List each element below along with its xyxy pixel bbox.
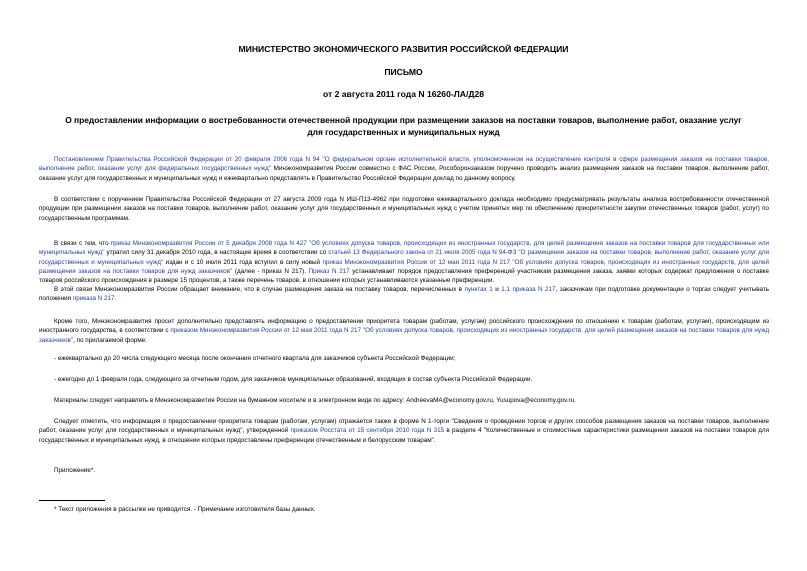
link-law-94fz-article-13[interactable]: статьей 13 Федерального закона от 21 июля 2005 года N 94-ФЗ "О размещении заказов на поставки товаров, выполнение работ, оказание услуг для государственных и муниципальных нужд" [39,249,769,266]
document-title-line-2: для государственных и муниципальных нужд [307,127,500,137]
document-date-number: от 2 августа 2011 года N 16260-ЛА/Д28 [322,89,485,99]
link-points-1[interactable]: пунктах 1 [464,286,493,293]
document-title [40,114,767,138]
link-resolution-94[interactable]: Постановлением Правительства Российской Федерации от 20 февраля 2006 года N 94 "О федеральном органе исполнительной власти, уполномоченном на осуществление контроля в сфере размещения заказов на поставки товаров, выполнение работ, оказание услуг для федеральных государственных нужд" [39,156,769,173]
paragraph-1-text: Минэкономразвития России совместно с ФАС России, Рособоронзаказом поручено проводить анализ размещения заказов на поставки товаров, выполнение работ, оказание услуг для государственных и муниципальных нужд и ежеквартально представлять в Правительство Российской Федерации доклад по данному вопросу. [39,165,769,182]
paragraph-3-text-b: утратил силу 31 декабря 2010 года, в настоящее время в соответствии со [104,249,329,257]
paragraph-10 [39,466,769,475]
paragraph-5-text-b: , по прилагаемой форме: [73,336,147,344]
document-type: ПИСЬМО [384,67,423,77]
paragraph-3-text-a: В связи с тем, что [54,240,111,247]
paragraph-8 [39,396,769,405]
link-order-217-short[interactable]: Приказ N 217 [308,267,350,275]
paragraph-5 [39,317,769,345]
paragraph-8-text: Материалы следует направлять в Минэкономразвития России на бумажном носителе и в электронном виде по адресу: AndreevaMA@economy.gov.ru, Yusupova@economy.gov.ru. [54,397,576,404]
link-order-217[interactable]: приказ Минэкономразвития России от 12 мая 2011 года N 217 "Об условиях допуска товаров, происходящих из иностранных государств, для целей размещения заказов на поставки товаров для нужд заказчиков" [39,258,769,275]
paragraph-4-text-a: В этой связи Минэкономразвития России обращает внимание, что в случае размещения заказа на поставку товаров, перечисленных в [54,286,465,293]
appendix-label: Приложение*. [54,467,96,474]
paragraph-4-text-e: . [114,295,117,303]
paragraph-4-text-d: , заказчикам при подготовке документации о торгах следует учитывать положения [39,286,770,303]
paragraph-9-text-b: в разделе 4 "Количественные и стоимостные характеристики размещения заказов на поставки товаров для государственных и муниципальных нужд, в отношении которых предоставлены преференции отечественным и белорусским товарам". [39,427,769,444]
paragraph-7 [39,375,769,384]
paragraph-4-text-b: и [492,286,502,293]
link-order-427[interactable]: приказ Минэкономразвития России от 5 декабря 2008 года N 427 "Об условиях допуска товаров, происходящих из иностранных государств, для целей размещения заказов на поставки товаров для государственных или муниципальных нужд" [39,240,770,257]
ministry-header: МИНИСТЕРСТВО ЭКОНОМИЧЕСКОГО РАЗВИТИЯ РОССИЙСКОЙ ФЕДЕРАЦИИ [238,44,569,54]
link-order-217-b[interactable]: приказа N 217 [72,295,115,303]
link-point-1-1[interactable]: 1.1 [501,286,510,293]
paragraph-3-text-c: издан и с 10 июля 2011 года вступил в силу новый [163,258,323,266]
paragraph-9 [39,417,769,445]
list-item-quarterly: - ежеквартально до 20 числа следующего месяца после окончания отчетного квартала для заказчиков субъекта Российской Федерации; [54,355,456,362]
list-item-annual: - ежегодно до 1 февраля года, следующего за отчетным годом, для заказчиков муниципальных образований, входящих в состав субъекта Российской Федерации. [54,376,533,383]
link-rosstat-order-315[interactable]: приказом Росстата от 15 сентября 2010 года N 315 [290,427,445,435]
paragraph-1 [39,155,769,183]
document-title-line-1: О предоставлении информации о востребованности отечественной продукции при размещении заказов на поставки товаров, выполнение работ, оказание услуг [65,115,742,125]
paragraph-2-text: В соответствии с поручением Правительства Российской Федерации от 27 августа 2009 года N ИШ-П13-4962 при подготовке ежеквартального доклада необходимо предусматривать результаты анализа востребованности отечественной продукции при размещении заказов на поставки товаров, выполнение работ, оказание услуг для государственных и муниципальных нужд с учетом принятых мер по обеспечению приоритетности закупки отечественных товаров (работ, услуг) по государственным программам. [39,196,769,222]
link-order-217-full[interactable]: приказом Минэкономразвития России от 12 мая 2011 года N 217 "Об условиях допуска товаров, происходящих из иностранных государств, для целей размещения заказов на поставки товаров для нужд заказчиков" [39,327,769,344]
paragraph-6 [39,354,769,363]
paragraph-3-text-d: (далее - приказ N 217). [232,267,309,275]
footnote-divider [39,500,105,501]
paragraph-5-text-a: Кроме того, Минэкономразвития просит дополнительно представлять информацию о предоставлении приоритета товарам (работам, услугам) российского происхождения по отношению к товарам (работам, услугам), происходящим из иностранного государства, в соответствии с [39,318,769,335]
paragraph-4 [39,285,769,304]
footnote: * Текст приложения в рассылке не приводится. - Примечание изготовителя базы данных. [54,506,316,513]
link-order-217-a[interactable]: приказа N 217 [512,286,556,293]
paragraph-3 [39,239,769,285]
paragraph-3-text-e: устанавливает порядок предоставления преференций участникам размещения заказа, заявки которых содержат предложения о поставке товаров российского происхождения в размере 15 процентов, а также перечень товаров, в отношении которых устанавливаются указанные преференции. [39,267,769,285]
paragraph-9-text-a: Следует отметить, что информация о предоставлении приоритета товарам (работам, услугам) отражается также в форме N 1-торги "Сведения о проведении торгов и других способов размещения заказов на поставки товаров, выполнение работ, оказание услуг для государственных и муниципальных нужд", утвержденной [39,418,769,435]
paragraph-2 [39,195,769,223]
